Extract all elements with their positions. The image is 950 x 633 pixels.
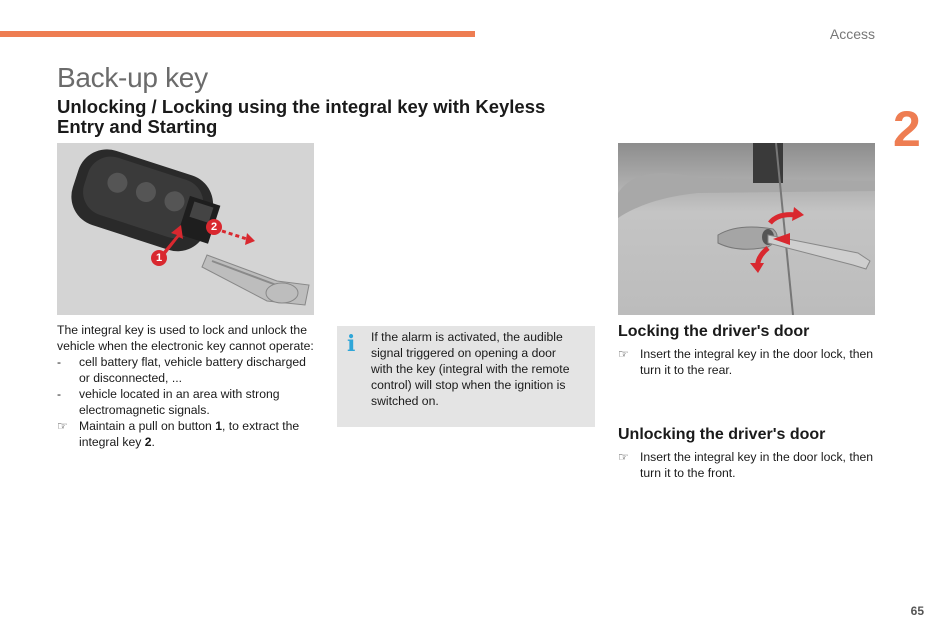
callout-2: 2 [206, 219, 222, 235]
info-text: If the alarm is activated, the audible signal triggered on opening a door with the key (integral with the remote control) will stop when the ignition is switched on. [371, 330, 570, 408]
intro-paragraph: The integral key is used to lock and unlock the vehicle when the electronic key cannot operate: [57, 323, 314, 353]
callout-1: 1 [151, 250, 167, 266]
step-text: Maintain a pull on button 1, to extract the integral key 2. [79, 419, 300, 449]
unlocking-heading: Unlocking the driver's door [618, 426, 826, 443]
list-item [57, 354, 319, 386]
page-subtitle: Unlocking / Locking using the integral key with Keyless Entry and Starting [57, 96, 546, 137]
list-item [618, 449, 880, 481]
info-box [337, 326, 595, 427]
door-lock-illustration [618, 143, 875, 315]
intro-text-block [57, 322, 319, 450]
pointing-hand-icon: ☞ [618, 450, 629, 464]
dash-bullet: - [57, 387, 62, 401]
remote-key-illustration [57, 143, 314, 315]
section-title: Access [829, 26, 875, 42]
pointing-hand-icon: ☞ [618, 347, 629, 361]
list-item [57, 386, 319, 418]
conditions-list [57, 354, 319, 450]
chapter-number: 2 [893, 101, 921, 157]
list-item-text: cell battery flat, vehicle battery discharged or disconnected, ... [79, 355, 306, 385]
list-item [618, 346, 880, 378]
unlocking-steps [618, 449, 880, 481]
locking-heading: Locking the driver's door [618, 323, 810, 340]
page-title: Back-up key [57, 62, 208, 93]
step-text: Insert the integral key in the door lock, then turn it to the rear. [640, 347, 874, 377]
step-text: Insert the integral key in the door lock, then turn it to the front. [640, 450, 874, 480]
dash-bullet: - [57, 355, 62, 369]
list-item [57, 418, 319, 450]
pointing-hand-icon: ☞ [57, 419, 68, 433]
info-icon: i [347, 331, 356, 357]
locking-steps [618, 346, 880, 378]
header-accent-bar [0, 31, 475, 37]
list-item-text: vehicle located in an area with strong electromagnetic signals. [79, 387, 280, 417]
page-number: 65 [910, 604, 924, 618]
